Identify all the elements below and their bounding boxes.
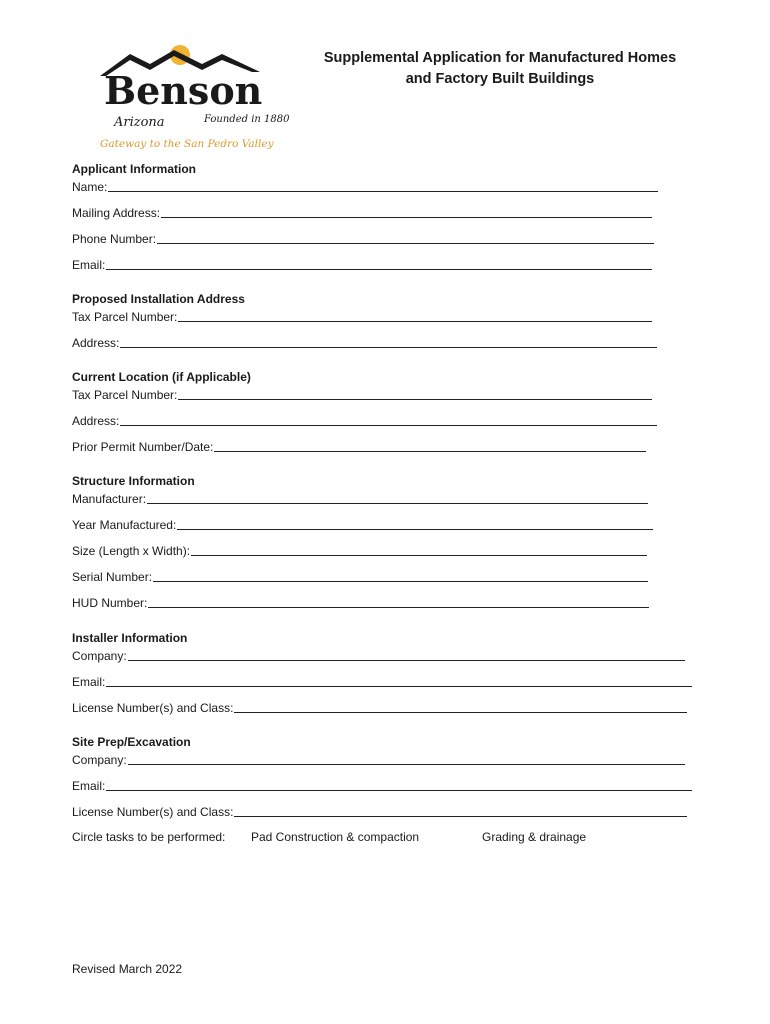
field-label: Manufacturer:: [72, 492, 147, 506]
siteprep-company-field[interactable]: [72, 751, 685, 767]
siteprep-email-field[interactable]: [72, 777, 692, 793]
fill-line[interactable]: [147, 503, 648, 504]
form-title: [300, 48, 700, 90]
fill-line[interactable]: [234, 712, 687, 713]
field-label: Tax Parcel Number:: [72, 388, 178, 402]
installation-address-field[interactable]: [72, 334, 657, 350]
fill-line[interactable]: [234, 816, 687, 817]
circle-tasks-label: Circle tasks to be performed:: [72, 830, 226, 844]
fill-line[interactable]: [153, 581, 648, 582]
field-label: Prior Permit Number/Date:: [72, 440, 214, 454]
fill-line[interactable]: [128, 660, 685, 661]
field-label: Company:: [72, 649, 127, 663]
field-label: Email:: [72, 258, 106, 272]
fill-line[interactable]: [178, 399, 652, 400]
title-line-2: and Factory Built Buildings: [405, 71, 595, 87]
structure-manufacturer-field[interactable]: [72, 490, 648, 506]
task-grading-drainage[interactable]: Grading & drainage: [482, 830, 587, 844]
title-line-1: Supplemental Application for Manufactured Homes: [323, 50, 677, 66]
fill-line[interactable]: [120, 425, 657, 426]
section-heading-current: Current Location (if Applicable): [72, 370, 251, 384]
installer-company-field[interactable]: [72, 647, 685, 663]
fill-line[interactable]: [191, 555, 647, 556]
field-label: Serial Number:: [72, 570, 153, 584]
logo-founded: Founded in 1880: [204, 114, 290, 125]
field-label: Year Manufactured:: [72, 518, 177, 532]
field-label: Size (Length x Width):: [72, 544, 191, 558]
field-label: Email:: [72, 675, 106, 689]
structure-hud-field[interactable]: [72, 594, 649, 610]
fill-line[interactable]: [157, 243, 654, 244]
field-label: Tax Parcel Number:: [72, 310, 178, 324]
fill-line[interactable]: [161, 217, 652, 218]
field-label: Address:: [72, 414, 120, 428]
applicant-email-field[interactable]: [72, 256, 652, 272]
field-label: Company:: [72, 753, 127, 767]
section-heading-installer: Installer Information: [72, 631, 188, 645]
field-label: Address:: [72, 336, 120, 350]
section-heading-applicant: Applicant Information: [72, 162, 196, 176]
field-label: Phone Number:: [72, 232, 157, 246]
applicant-name-field[interactable]: [72, 178, 658, 194]
fill-line[interactable]: [214, 451, 646, 452]
fill-line[interactable]: [120, 347, 657, 348]
installer-license-field[interactable]: [72, 699, 687, 715]
benson-logo: [92, 42, 298, 158]
revised-date: Revised March 2022: [72, 962, 183, 976]
fill-line[interactable]: [106, 269, 652, 270]
fill-line[interactable]: [177, 529, 653, 530]
current-permit-field[interactable]: [72, 438, 646, 454]
fill-line[interactable]: [148, 607, 649, 608]
installer-email-field[interactable]: [72, 673, 692, 689]
section-heading-structure: Structure Information: [72, 474, 195, 488]
field-label: Name:: [72, 180, 108, 194]
field-label: Mailing Address:: [72, 206, 161, 220]
section-heading-installation: Proposed Installation Address: [72, 292, 245, 306]
structure-serial-field[interactable]: [72, 568, 648, 584]
field-label: Email:: [72, 779, 106, 793]
field-label: HUD Number:: [72, 596, 148, 610]
section-heading-siteprep: Site Prep/Excavation: [72, 735, 191, 749]
fill-line[interactable]: [178, 321, 652, 322]
installation-parcel-field[interactable]: [72, 308, 652, 324]
applicant-phone-field[interactable]: [72, 230, 654, 246]
fill-line[interactable]: [106, 686, 692, 687]
structure-year-field[interactable]: [72, 516, 653, 532]
structure-size-field[interactable]: [72, 542, 647, 558]
logo-state: Arizona: [114, 115, 165, 130]
fill-line[interactable]: [128, 764, 685, 765]
logo-tagline: Gateway to the San Pedro Valley: [100, 138, 274, 150]
siteprep-license-field[interactable]: [72, 803, 687, 819]
task-pad-construction[interactable]: Pad Construction & compaction: [251, 830, 420, 844]
logo-wordmark: Benson: [104, 68, 263, 113]
current-parcel-field[interactable]: [72, 386, 652, 402]
field-label: License Number(s) and Class:: [72, 701, 234, 715]
current-address-field[interactable]: [72, 412, 657, 428]
fill-line[interactable]: [108, 191, 658, 192]
applicant-mailing-field[interactable]: [72, 204, 652, 220]
field-label: License Number(s) and Class:: [72, 805, 234, 819]
fill-line[interactable]: [106, 790, 692, 791]
